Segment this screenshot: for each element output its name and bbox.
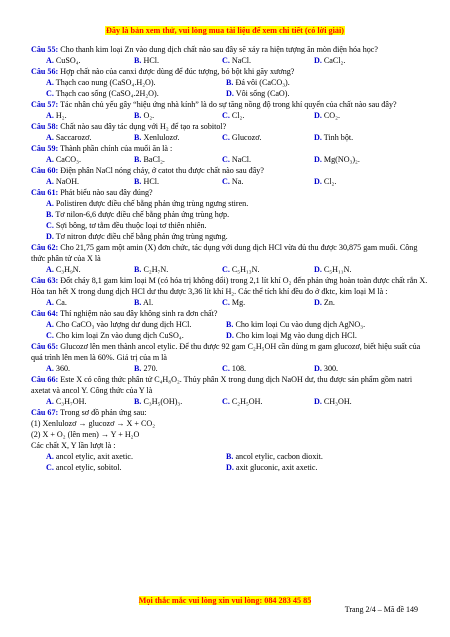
question-stem: Thành phần chính của muối ăn là : — [60, 144, 173, 153]
answer-options — [31, 132, 431, 143]
answer-option[interactable] — [46, 451, 226, 462]
option-text: Thạch cao nung (CaSO₄.H₂O). — [55, 78, 156, 87]
question-stem: Đốt cháy 8,1 gam kim loại M (có hóa trị không đổi) trong 2,1 lít khí O₂ đến phản ứng hoàn toàn được chất rắn X. Hòa tan hết X trong dung dịch HCl dư thu được 3,36 lít khí H₂. Các thể tích khí đều đo ở đktc, kim loại M là : — [31, 276, 428, 296]
option-letter: A. — [46, 265, 54, 274]
answer-option[interactable] — [134, 297, 222, 308]
option-letter: D. — [314, 298, 322, 307]
answer-option[interactable] — [222, 110, 314, 121]
question-number: Câu 55: — [31, 45, 59, 54]
option-text: Cl₂. — [231, 111, 245, 120]
option-text: Đá vôi (CaCO₃). — [235, 78, 290, 87]
question-stem: Phát biểu nào sau đây đúng? — [60, 188, 153, 197]
option-letter: B. — [134, 133, 142, 142]
option-letter: B. — [226, 452, 234, 461]
option-letter: B. — [134, 265, 142, 274]
answer-option[interactable] — [222, 264, 314, 275]
option-letter: A. — [46, 56, 54, 65]
option-text: HCl. — [143, 56, 159, 65]
question-list — [31, 44, 431, 473]
option-letter: D. — [226, 331, 234, 340]
option-text: Glucozơ. — [231, 133, 262, 142]
question-number: Câu 65: — [31, 342, 59, 351]
option-letter: A. — [46, 111, 54, 120]
option-letter: B. — [134, 298, 142, 307]
answer-options — [31, 154, 431, 165]
option-letter: D. — [314, 133, 322, 142]
answer-option[interactable] — [46, 55, 134, 66]
option-letter: D. — [226, 89, 234, 98]
answer-option[interactable] — [46, 363, 134, 374]
answer-options — [31, 264, 431, 275]
option-text: Xenlulozơ. — [143, 133, 180, 142]
option-text: ancol etylic, axit axetic. — [55, 452, 133, 461]
option-letter: B. — [226, 78, 234, 87]
question-block — [31, 275, 431, 308]
question-number: Câu 57: — [31, 100, 59, 109]
option-text: 108. — [231, 364, 247, 373]
option-text: NaOH. — [55, 177, 80, 186]
option-text: HCl. — [143, 177, 159, 186]
question-text — [31, 121, 431, 132]
preview-banner-text: Đây là bản xem thử, vui lòng mua tài liệu để xem chi tiết (có lời giải) — [105, 26, 344, 35]
answer-option[interactable] — [314, 396, 404, 407]
question-text — [31, 407, 431, 418]
question-number: Câu 58: — [31, 122, 59, 131]
option-text: CH₃OH. — [323, 397, 352, 406]
option-letter: D. — [226, 463, 234, 472]
answer-options — [31, 396, 431, 407]
answer-option[interactable] — [134, 396, 222, 407]
question-number: Câu 62: — [31, 243, 59, 252]
option-text: Na. — [231, 177, 244, 186]
reaction-line: (1) Xenlulozơ → glucozơ → X + CO₂ — [31, 419, 156, 428]
answer-option[interactable] — [31, 220, 431, 231]
option-text: C₂H₅OH. — [231, 397, 263, 406]
answer-option[interactable] — [222, 132, 314, 143]
question-text — [31, 165, 431, 176]
question-text — [31, 275, 431, 297]
question-number: Câu 59: — [31, 144, 59, 153]
option-letter: B. — [134, 155, 142, 164]
answer-option[interactable] — [222, 55, 314, 66]
option-text: axit gluconic, axit axetic. — [235, 463, 318, 472]
option-text: CuSO₄. — [55, 56, 81, 65]
option-text: Mg(NO₃)₂. — [323, 155, 360, 164]
option-letter: B. — [134, 56, 142, 65]
question-number: Câu 63: — [31, 276, 59, 285]
answer-option[interactable] — [314, 132, 404, 143]
answer-option[interactable] — [314, 363, 404, 374]
answer-option[interactable] — [46, 297, 134, 308]
question-number: Câu 66: — [31, 375, 59, 384]
question-text — [31, 187, 431, 198]
option-text: Tơ nitron được điều chế bằng phản ứng trùng ngưng. — [55, 232, 228, 241]
answer-option[interactable] — [222, 176, 314, 187]
option-letter: B. — [134, 111, 142, 120]
option-letter: A. — [46, 199, 54, 208]
question-text — [31, 242, 431, 264]
answer-option[interactable] — [31, 209, 431, 220]
answer-options — [31, 77, 431, 99]
option-text: Cho CaCO₃ vào lượng dư dung dịch HCl. — [55, 320, 192, 329]
option-text: NaCl. — [231, 155, 252, 164]
answer-option[interactable] — [46, 330, 226, 341]
question-text — [31, 66, 431, 77]
answer-option[interactable] — [226, 77, 406, 88]
question-block — [31, 242, 431, 275]
question-stem: Glucozơ lên men thành ancol etylic. Để thu được 92 gam C₂H₅OH cần dùng m gam glucozơ, biết hiệu suất của quá trình lên men là 60%. Giá trị của m là — [31, 342, 421, 362]
answer-option[interactable] — [314, 55, 404, 66]
answer-option[interactable] — [46, 462, 226, 473]
question-text — [31, 99, 431, 110]
option-text: C₅H₁₁N. — [323, 265, 352, 274]
question-stem: Tác nhân chủ yếu gây “hiệu ứng nhà kính” là do sự tăng nồng độ trong khí quyển của chất nào sau đây? — [60, 100, 397, 109]
answer-option[interactable] — [314, 154, 404, 165]
option-text: Cho kim loại Cu vào dung dịch AgNO₃. — [235, 320, 366, 329]
question-stem: Cho 21,75 gam một amin (X) đơn chức, tác dụng với dung dịch HCl vừa đủ thu được 30,875 gam muối. Công thức phân tử của X là — [31, 243, 418, 263]
option-letter: C. — [46, 221, 54, 230]
option-text: CO₂. — [323, 111, 340, 120]
question-block — [31, 341, 431, 374]
answer-option[interactable] — [134, 132, 222, 143]
question-text — [31, 341, 431, 363]
option-letter: A. — [46, 452, 54, 461]
answer-options — [31, 451, 431, 473]
option-text: Cl₂. — [323, 177, 337, 186]
question-block — [31, 44, 431, 66]
option-letter: A. — [46, 320, 54, 329]
option-text: Tinh bột. — [323, 133, 354, 142]
option-letter: C. — [46, 89, 54, 98]
answer-option[interactable] — [46, 396, 134, 407]
option-letter: A. — [46, 364, 54, 373]
question-text — [31, 143, 431, 154]
contact-footer-text: Mọi thắc mắc vui lòng xin vui lòng: 084 283 45 85 — [138, 596, 312, 605]
answer-option[interactable] — [134, 264, 222, 275]
answer-options — [31, 297, 431, 308]
answer-option[interactable] — [134, 363, 222, 374]
question-block — [31, 143, 431, 165]
option-text: Cho kim loại Zn vào dung dịch CuSO₄. — [55, 331, 184, 340]
option-letter: C. — [222, 155, 230, 164]
question-block — [31, 407, 431, 473]
option-letter: D. — [314, 155, 322, 164]
option-text: NaCl. — [231, 56, 252, 65]
answer-option[interactable] — [226, 330, 406, 341]
answer-option[interactable] — [222, 154, 314, 165]
option-letter: D. — [314, 397, 322, 406]
option-letter: C. — [222, 298, 230, 307]
answer-option[interactable] — [222, 396, 314, 407]
question-block — [31, 374, 431, 407]
option-text: BaCl₂. — [143, 155, 165, 164]
option-text: 360. — [55, 364, 71, 373]
option-letter: D. — [314, 111, 322, 120]
option-letter: B. — [134, 177, 142, 186]
question-block — [31, 187, 431, 242]
option-text: Mg. — [231, 298, 246, 307]
option-text: ancol etylic, cacbon dioxit. — [235, 452, 323, 461]
answer-option[interactable] — [314, 264, 404, 275]
question-stem: Trong sơ đồ phản ứng sau: — [60, 408, 147, 417]
option-text: H₂. — [55, 111, 67, 120]
question-block — [31, 99, 431, 121]
question-stem: Hợp chất nào của canxi được dùng để đúc tượng, bó bột khi gãy xương? — [60, 67, 295, 76]
question-block — [31, 308, 431, 341]
option-letter: C. — [222, 133, 230, 142]
question-stem: Thí nghiệm nào sau đây không sinh ra đơn chất? — [60, 309, 218, 318]
question-block — [31, 66, 431, 99]
option-letter: A. — [46, 397, 54, 406]
option-text: C₂H₇N. — [143, 265, 169, 274]
answer-options — [31, 110, 431, 121]
option-text: Vôi sống (CaO). — [235, 89, 290, 98]
option-letter: C. — [222, 177, 230, 186]
option-letter: A. — [46, 177, 54, 186]
option-text: ancol etylic, sobitol. — [55, 463, 122, 472]
option-text: C₅H₁₃N. — [231, 265, 260, 274]
option-text: Polistiren được điều chế bằng phản ứng trùng ngưng stiren. — [55, 199, 249, 208]
question-stem: Cho thanh kim loại Zn vào dung dịch chất nào sau đây sẽ xảy ra hiện tượng ăn mòn điện hóa học? — [60, 45, 378, 54]
option-letter: D. — [314, 177, 322, 186]
answer-option[interactable] — [226, 319, 406, 330]
question-stem: Điện phân NaCl nóng chảy, ở catot thu được chất nào sau đây? — [60, 166, 264, 175]
answer-option[interactable] — [226, 88, 406, 99]
reaction-line: Các chất X, Y lần lượt là : — [31, 441, 116, 450]
option-letter: B. — [134, 364, 142, 373]
answer-option[interactable] — [31, 198, 431, 209]
question-number: Câu 67: — [31, 408, 59, 417]
answer-option[interactable] — [314, 110, 404, 121]
question-number: Câu 56: — [31, 67, 59, 76]
question-text — [31, 374, 431, 396]
option-text: Al. — [143, 298, 154, 307]
option-text: C₃H₅(OH)₃. — [143, 397, 183, 406]
question-stem: Chất nào sau đây tác dụng với H₂ để tạo ra sobitol? — [60, 122, 227, 131]
page-number: Trang 2/4 – Mã đề 149 — [344, 605, 418, 614]
answer-option[interactable] — [134, 55, 222, 66]
option-text: 270. — [143, 364, 158, 373]
answer-option[interactable] — [222, 363, 314, 374]
option-letter: A. — [46, 133, 54, 142]
option-text: C₃H₇OH. — [55, 397, 87, 406]
option-letter: A. — [46, 155, 54, 164]
option-letter: B. — [46, 210, 54, 219]
option-text: Thạch cao sống (CaSO₄.2H₂O). — [55, 89, 159, 98]
answer-option[interactable] — [46, 110, 134, 121]
answer-option[interactable] — [46, 176, 134, 187]
option-text: O₂. — [143, 111, 155, 120]
option-letter: A. — [46, 78, 54, 87]
option-letter: C. — [222, 56, 230, 65]
answer-options — [31, 176, 431, 187]
option-letter: B. — [226, 320, 234, 329]
option-text: Tơ nilon-6,6 được điều chế bằng phản ứng trùng hợp. — [55, 210, 230, 219]
option-text: Zn. — [323, 298, 335, 307]
option-letter: C. — [46, 331, 54, 340]
answer-option[interactable] — [222, 297, 314, 308]
option-letter: D. — [46, 232, 54, 241]
question-text — [31, 308, 431, 319]
option-text: Saccarozơ. — [55, 133, 92, 142]
answer-option[interactable] — [134, 176, 222, 187]
option-text: Sợi bông, tơ tằm đều thuộc loại tơ thiên nhiên. — [55, 221, 207, 230]
answer-option[interactable] — [46, 88, 226, 99]
answer-option[interactable] — [226, 462, 406, 473]
option-text: 300. — [323, 364, 339, 373]
option-letter: A. — [46, 298, 54, 307]
answer-option[interactable] — [46, 319, 226, 330]
question-stem: Este X có công thức phân tử C₄H₈O₂. Thủy phân X trong dung dịch NaOH dư, thu được sản phẩm gồm natri axetat và ancol Y. Công thức của Y là — [31, 375, 413, 395]
answer-options — [31, 55, 431, 66]
answer-options — [31, 319, 431, 341]
answer-option[interactable] — [314, 297, 404, 308]
question-number: Câu 64: — [31, 309, 59, 318]
option-letter: C. — [222, 111, 230, 120]
answer-option[interactable] — [46, 77, 226, 88]
option-letter: C. — [46, 463, 54, 472]
answer-options — [31, 363, 431, 374]
question-block — [31, 121, 431, 143]
option-text: Ca. — [55, 298, 67, 307]
reaction-line: (2) X + O₂ (lên men) → Y + H₂O — [31, 430, 140, 439]
option-letter: D. — [314, 56, 322, 65]
option-text: C₃H₉N. — [55, 265, 81, 274]
answer-option[interactable] — [31, 231, 431, 242]
answer-option[interactable] — [46, 154, 134, 165]
question-text — [31, 44, 431, 55]
option-letter: D. — [314, 265, 322, 274]
question-number: Câu 60: — [31, 166, 59, 175]
answer-option[interactable] — [226, 451, 406, 462]
answer-option[interactable] — [134, 154, 222, 165]
option-letter: C. — [222, 397, 230, 406]
option-letter: C. — [222, 265, 230, 274]
answer-option[interactable] — [46, 264, 134, 275]
answer-option[interactable] — [314, 176, 404, 187]
answer-option[interactable] — [134, 110, 222, 121]
option-text: CaCO₃. — [55, 155, 81, 164]
preview-banner — [0, 20, 450, 38]
option-letter: D. — [314, 364, 322, 373]
option-letter: B. — [134, 397, 142, 406]
option-letter: C. — [222, 364, 230, 373]
answer-option[interactable] — [46, 132, 134, 143]
question-number: Câu 61: — [31, 188, 59, 197]
option-text: Cho kim loại Mg vào dung dịch HCl. — [235, 331, 357, 340]
question-block — [31, 165, 431, 187]
option-text: CaCl₂. — [323, 56, 346, 65]
